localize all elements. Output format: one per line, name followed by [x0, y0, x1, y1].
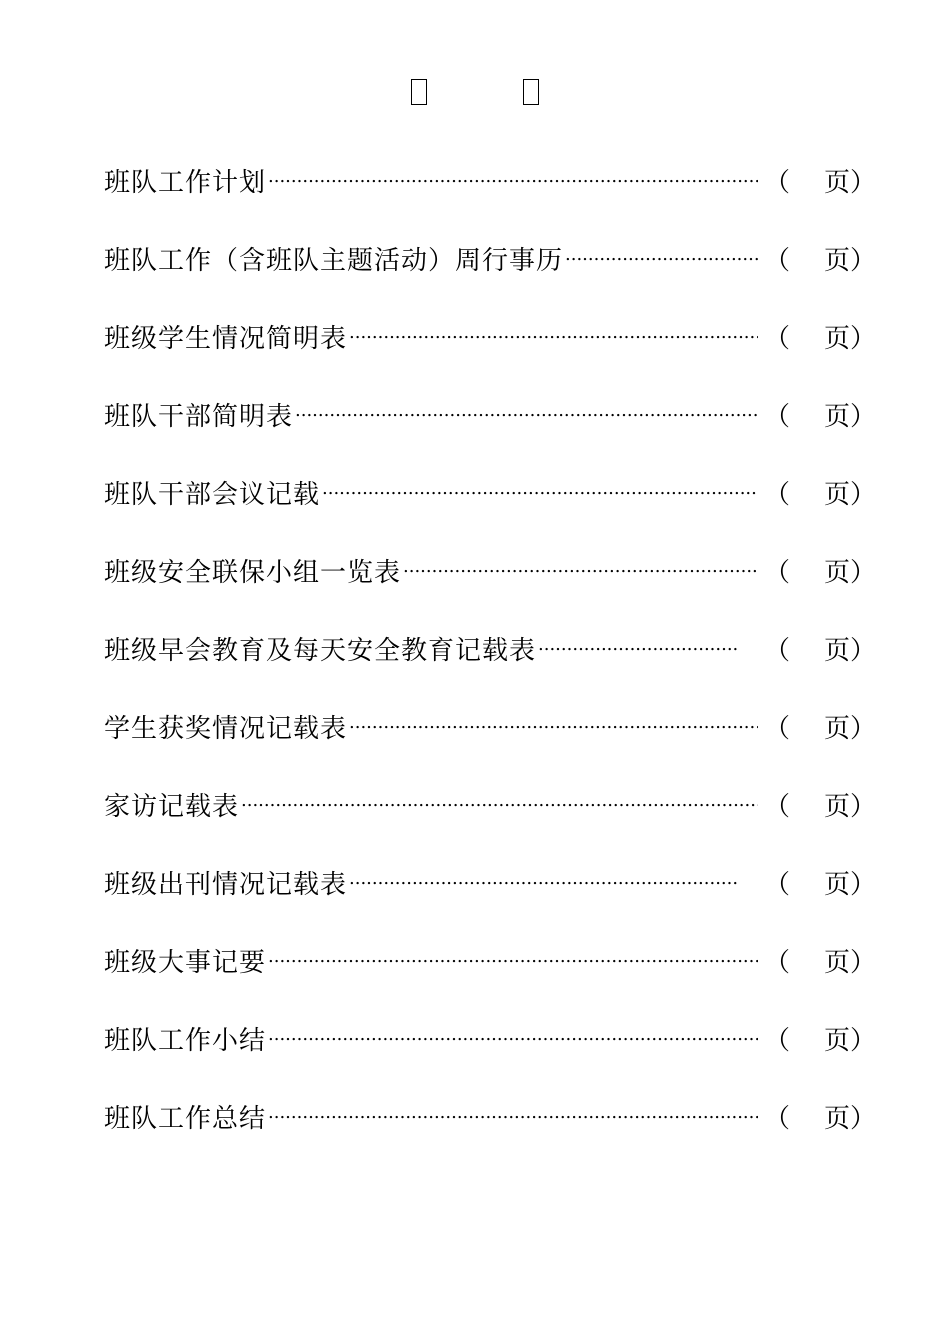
toc-dot-leader: [268, 161, 758, 205]
toc-dot-leader: [295, 395, 758, 439]
toc-dot-leader: [268, 1019, 758, 1063]
toc-entry-label: 班队工作小结: [104, 1026, 267, 1056]
toc-paren-open: （: [764, 246, 791, 276]
toc-page-word: 页）: [823, 714, 876, 744]
toc-page-ref: [764, 317, 876, 361]
toc-dot-leader: [565, 239, 758, 283]
title-glyph-2: [523, 79, 539, 105]
toc-page-word: 页）: [823, 246, 876, 276]
toc-entry-label: 班队工作计划: [104, 168, 267, 198]
toc-entry: [104, 768, 876, 846]
toc-dot-leader: [268, 941, 758, 985]
toc-page-ref: [764, 1019, 876, 1063]
toc-dot-leader: [349, 863, 738, 907]
toc-paren-open: （: [764, 1026, 791, 1056]
toc-entry: [104, 378, 876, 456]
toc-dot-leader: [322, 473, 758, 517]
toc-entry: [104, 1080, 876, 1158]
toc-entry: [104, 612, 876, 690]
toc-page-ref: [764, 941, 876, 985]
toc-entry-label: 班级早会教育及每天安全教育记载表: [104, 636, 537, 666]
toc-page-word: 页）: [823, 1104, 876, 1134]
toc-paren-open: （: [764, 636, 791, 666]
toc-page-ref: [764, 551, 876, 595]
toc-page-ref: [764, 785, 876, 829]
toc-page-word: 页）: [823, 1026, 876, 1056]
toc-entry-label: 班队工作总结: [104, 1104, 267, 1134]
toc-page-word: 页）: [823, 402, 876, 432]
toc-entry-label: 班队干部会议记载: [104, 480, 321, 510]
toc-page-ref: [764, 863, 876, 907]
toc-entry: [104, 534, 876, 612]
toc-entry-label: 班队干部简明表: [104, 402, 294, 432]
toc-dot-leader: [349, 317, 758, 361]
toc-entry: [104, 144, 876, 222]
toc-page-word: 页）: [823, 792, 876, 822]
toc-entry: [104, 846, 876, 924]
toc-page-ref: [764, 1097, 876, 1141]
toc-entry: [104, 222, 876, 300]
toc-page-word: 页）: [823, 870, 876, 900]
toc-page-word: 页）: [823, 558, 876, 588]
toc-page-word: 页）: [823, 324, 876, 354]
toc-paren-open: （: [764, 1104, 791, 1134]
toc-entry: [104, 690, 876, 768]
toc-paren-open: （: [764, 480, 791, 510]
toc-page-ref: [764, 239, 876, 283]
toc-dot-leader: [349, 707, 758, 751]
toc-paren-open: （: [764, 870, 791, 900]
toc-paren-open: （: [764, 402, 791, 432]
page-title: [0, 70, 950, 110]
table-of-contents: [104, 144, 876, 1158]
toc-paren-open: （: [764, 168, 791, 198]
toc-page-ref: [764, 707, 876, 751]
toc-dot-leader: [241, 785, 758, 829]
toc-entry: [104, 456, 876, 534]
toc-dot-leader: [538, 629, 738, 673]
toc-entry-label: 班队工作（含班队主题活动）周行事历: [104, 246, 564, 276]
toc-page-ref: [764, 161, 876, 205]
toc-paren-open: （: [764, 948, 791, 978]
toc-paren-open: （: [764, 792, 791, 822]
toc-entry: [104, 300, 876, 378]
toc-paren-open: （: [764, 558, 791, 588]
toc-entry: [104, 924, 876, 1002]
toc-paren-open: （: [764, 324, 791, 354]
toc-entry-label: 班级安全联保小组一览表: [104, 558, 402, 588]
toc-entry: [104, 1002, 876, 1080]
title-glyph-1: [411, 79, 427, 105]
toc-entry-label: 学生获奖情况记载表: [104, 714, 348, 744]
toc-page-ref: [764, 395, 876, 439]
toc-paren-open: （: [764, 714, 791, 744]
toc-entry-label: 班级大事记要: [104, 948, 267, 978]
toc-page-ref: [764, 473, 876, 517]
toc-dot-leader: [268, 1097, 758, 1141]
toc-page-word: 页）: [823, 636, 876, 666]
toc-page-word: 页）: [823, 480, 876, 510]
toc-entry-label: 班级出刊情况记载表: [104, 870, 348, 900]
toc-page-ref: [764, 629, 876, 673]
toc-entry-label: 班级学生情况简明表: [104, 324, 348, 354]
toc-page-word: 页）: [823, 948, 876, 978]
toc-dot-leader: [403, 551, 758, 595]
toc-page-word: 页）: [823, 168, 876, 198]
toc-entry-label: 家访记载表: [104, 792, 240, 822]
